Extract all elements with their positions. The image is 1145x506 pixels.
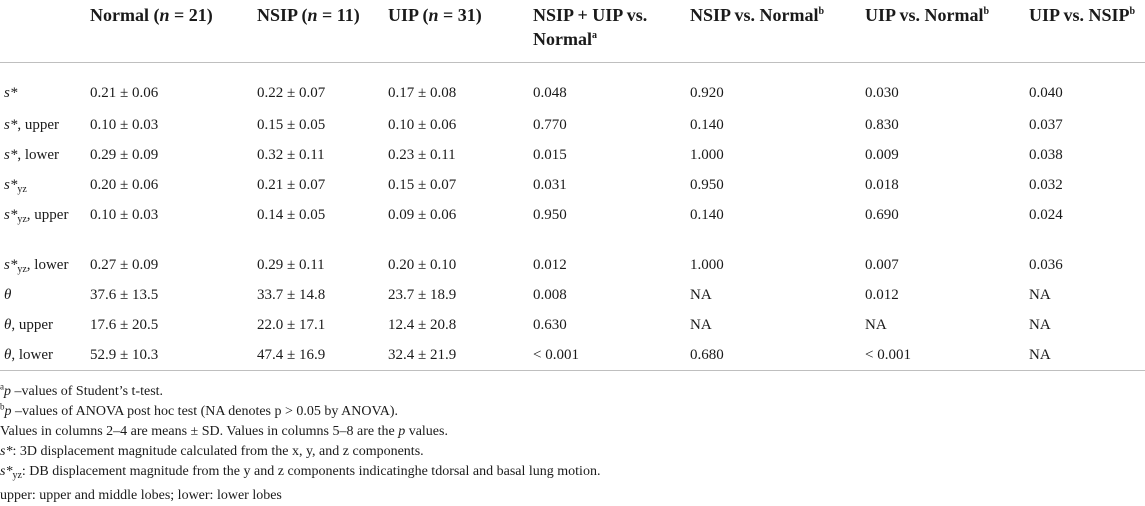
table-cell: < 0.001 — [865, 347, 911, 363]
footnote-lobes: upper: upper and middle lobes; lower: lower lobes — [0, 488, 282, 503]
header-nsip-vs-normal: NSIP vs. Normal$^b$ — [690, 5, 825, 25]
header-blank — [0, 0, 86, 62]
table-cell: 0.048 — [533, 84, 567, 101]
header-row — [0, 0, 1145, 62]
table-cell: 0.630 — [533, 317, 567, 333]
row-symbol: s* — [4, 177, 18, 193]
footnote-values: Values in columns 2–4 are means ± SD. Values in columns 5–8 are the p values. — [0, 424, 448, 439]
table-cell: 0.009 — [865, 147, 899, 163]
table-row — [0, 62, 1145, 110]
table-cell: 0.29 ± 0.11 — [257, 257, 325, 273]
table-cell: 0.140 — [690, 117, 724, 133]
footnote-b: $^b$p –values of ANOVA post hoc test (NA denotes p > 0.05 by ANOVA). — [0, 401, 399, 419]
table-cell: 0.037 — [1029, 117, 1063, 133]
table-cell: 0.830 — [865, 117, 899, 133]
row-suffix: , upper — [26, 207, 69, 223]
table-cell: 0.920 — [690, 84, 724, 101]
table-cell: 32.4 ± 21.9 — [388, 347, 457, 363]
row-symbol: s* — [4, 84, 18, 101]
table-row — [0, 140, 1145, 170]
table-cell: 0.036 — [1029, 257, 1063, 273]
table-cell: 0.031 — [533, 177, 567, 193]
table-cell: 0.690 — [865, 207, 899, 223]
table-cell: 0.27 ± 0.09 — [90, 257, 159, 273]
table-cell: < 0.001 — [533, 347, 579, 363]
footnote-a: $^a$p –values of Student’s t-test. — [0, 381, 164, 399]
table-cell: 47.4 ± 16.9 — [257, 347, 326, 363]
table-cell: 12.4 ± 20.8 — [388, 317, 457, 333]
row-symbol: s* — [4, 117, 18, 133]
table-cell: 0.10 ± 0.03 — [90, 117, 159, 133]
table-cell: 0.140 — [690, 207, 724, 223]
table-cell: 0.32 ± 0.11 — [257, 147, 325, 163]
table-cell: NA — [1029, 287, 1051, 303]
table-cell: 0.018 — [865, 177, 899, 193]
row-label — [0, 140, 86, 170]
table-cell: 0.024 — [1029, 207, 1063, 223]
table-cell: 37.6 ± 13.5 — [90, 287, 159, 303]
row-symbol: θ — [4, 347, 12, 363]
row-suffix: , lower — [26, 257, 69, 273]
table-cell: 0.032 — [1029, 177, 1063, 193]
table-footnotes — [0, 382, 1140, 506]
table-cell: 0.680 — [690, 347, 724, 363]
row-symbol: θ — [4, 287, 12, 303]
row-label — [0, 62, 86, 110]
table-cell: NA — [1029, 317, 1051, 333]
table-cell: 0.23 ± 0.11 — [388, 147, 456, 163]
table-cell: 0.10 ± 0.03 — [90, 207, 159, 223]
table-row — [0, 170, 1145, 200]
row-suffix: , lower — [17, 147, 59, 163]
table-cell: 0.030 — [865, 84, 899, 101]
row-label — [0, 110, 86, 140]
row-symbol: θ — [4, 317, 12, 333]
table-cell: 0.29 ± 0.09 — [90, 147, 159, 163]
row-symbol: s* — [4, 147, 18, 163]
row-subscript: yz — [17, 214, 27, 225]
table-cell: 0.21 ± 0.07 — [257, 177, 326, 193]
table-cell: 0.040 — [1029, 84, 1063, 101]
table-cell: 0.007 — [865, 257, 899, 273]
table-cell: 0.950 — [690, 177, 724, 193]
table-cell: 0.21 ± 0.06 — [90, 84, 159, 101]
table-cell: NA — [865, 317, 887, 333]
table-cell: 0.950 — [533, 207, 567, 223]
header-uip-vs-normal: UIP vs. Normal$^b$ — [865, 5, 990, 25]
table-cell: 22.0 ± 17.1 — [257, 317, 326, 333]
row-label — [0, 200, 86, 250]
table-row — [0, 280, 1145, 310]
table-cell: 0.20 ± 0.10 — [388, 257, 457, 273]
table-cell: 1.000 — [690, 257, 724, 273]
table-cell: 17.6 ± 20.5 — [90, 317, 159, 333]
table-cell: 0.15 ± 0.07 — [388, 177, 457, 193]
row-subscript: yz — [17, 264, 27, 275]
table-cell: 0.20 ± 0.06 — [90, 177, 159, 193]
table-cell: 0.15 ± 0.05 — [257, 117, 326, 133]
table-cell: 23.7 ± 18.9 — [388, 287, 457, 303]
table-cell: NA — [690, 287, 712, 303]
header-uip-vs-nsip: UIP vs. NSIP$^b$ — [1029, 5, 1136, 25]
table-cell: 0.012 — [533, 257, 567, 273]
table-row — [0, 250, 1145, 280]
table-body — [0, 62, 1145, 370]
table-row — [0, 110, 1145, 140]
table-cell: 0.770 — [533, 117, 567, 133]
table-cell: NA — [1029, 347, 1051, 363]
row-subscript: yz — [17, 184, 27, 195]
row-label — [0, 250, 86, 280]
table-cell: 52.9 ± 10.3 — [90, 347, 159, 363]
table-cell: 33.7 ± 14.8 — [257, 287, 326, 303]
footnote-s-star-yz: $s*_{yz}$: DB displacement magnitude from the y and z components indicatinghe tdorsal and basal lung motion. — [0, 464, 601, 481]
header-nsip-uip-vs-normal: NSIP + UIP vs. Normal$^a$ — [533, 5, 648, 49]
row-label — [0, 170, 86, 200]
table-cell: 0.09 ± 0.06 — [388, 207, 457, 223]
header-nsip: NSIP (n = 11) — [257, 5, 360, 25]
table-cell: NA — [690, 317, 712, 333]
table-cell: 0.015 — [533, 147, 567, 163]
row-suffix: , lower — [11, 347, 54, 363]
table-cell: 0.008 — [533, 287, 567, 303]
table-cell: 0.22 ± 0.07 — [257, 84, 326, 101]
table-cell: 0.14 ± 0.05 — [257, 207, 326, 223]
row-symbol: s* — [4, 257, 18, 273]
row-suffix: , upper — [11, 317, 54, 333]
header-normal: Normal (n = 21) — [90, 5, 213, 25]
table-cell: 0.012 — [865, 287, 899, 303]
table-cell: 1.000 — [690, 147, 724, 163]
row-label — [0, 310, 86, 340]
footnote-s-star: s*: 3D displacement magnitude calculated from the x, y, and z components. — [0, 444, 424, 459]
row-label — [0, 280, 86, 310]
table-cell: 0.038 — [1029, 147, 1063, 163]
table-cell: 0.10 ± 0.06 — [388, 117, 457, 133]
table-row — [0, 340, 1145, 370]
row-label — [0, 340, 86, 370]
row-symbol: s* — [4, 207, 18, 223]
table-row — [0, 200, 1145, 250]
table-cell: 0.17 ± 0.08 — [388, 84, 457, 101]
row-suffix: , upper — [17, 117, 59, 133]
header-uip: UIP (n = 31) — [388, 5, 482, 25]
table-row — [0, 310, 1145, 340]
